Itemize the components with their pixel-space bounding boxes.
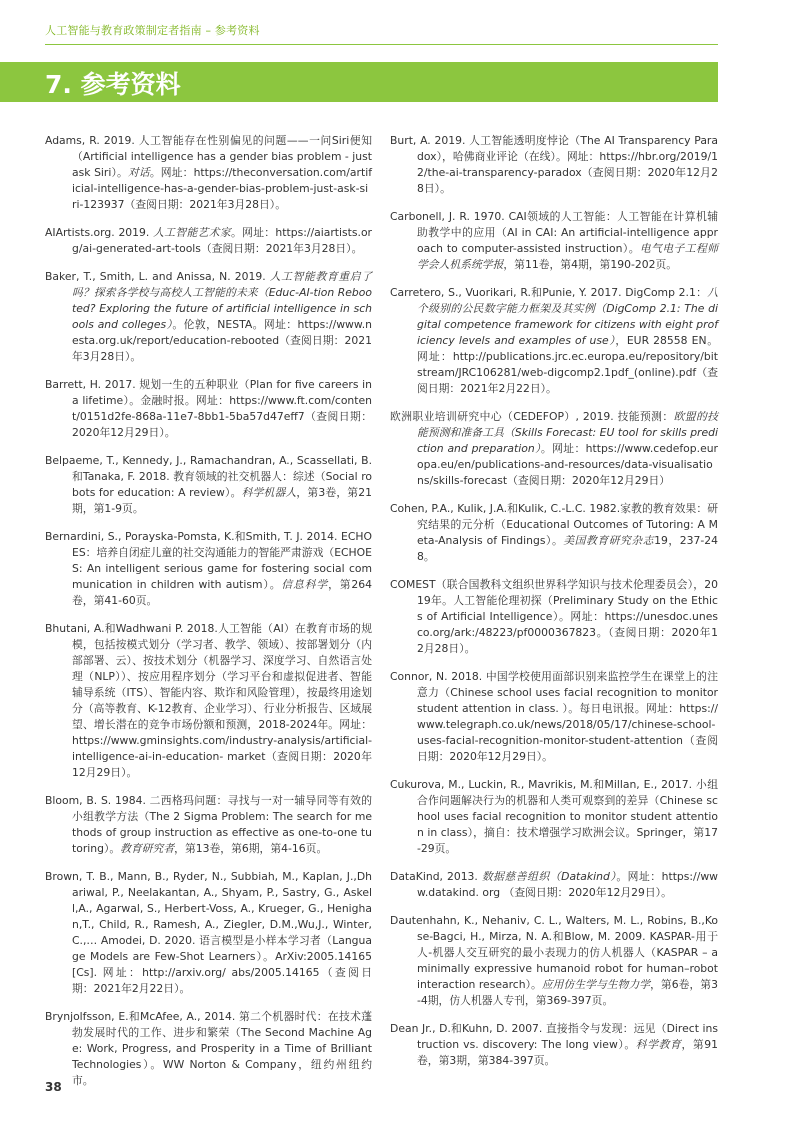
reference-entry: 欧洲职业培训研究中心（CEDEFOP）, 2019. 技能预测：欧盟的技能预测和准备工具（Skills Forecast: EU tool for skills prediction and preparation）。网址：https://www.cedefop.europa.eu/en/publications-and-resources/data-visualisations/skills-forecast（查阅日期：2020年12月29日）	[390, 410, 718, 487]
reference-entry: Belpaeme, T., Kennedy, J., Ramachandran, A., Scassellati, B.和Tanaka, F. 2018. 教育领域的社交机器人：综述（Social robots for education: A review）。科学机器人，第3卷，第21期，第1-9页。	[45, 454, 373, 515]
reference-entry: Dean Jr., D.和Kuhn, D. 2007. 直接指令与发现：远见（Direct instruction vs. discovery: The long view）。科学教育，第91卷，第3期，第384-397页。	[390, 1022, 718, 1067]
section-title: 7. 参考资料	[45, 70, 181, 99]
reference-entry: Carbonell, J. R. 1970. CAI领域的人工智能：人工智能在计算机辅助教学中的应用（AI in CAI: An artificial-intelligence approach to computer-assisted instruction）。电气电子工程师学会人机系统学报，第11卷，第4期，第190-202页。	[390, 210, 718, 271]
page-number: 38	[45, 1080, 62, 1094]
reference-entry: Barrett, H. 2017. 规划一生的五种职业（Plan for five careers in a lifetime）。金融时报。网址：https://www.ft.com/content/0151d2fe-868a-11e7-8bb1-5ba57d47eff7（查阅日期：2020年12月29日）。	[45, 378, 372, 439]
reference-entry: Burt, A. 2019. 人工智能透明度悖论（The AI Transparency Paradox），哈佛商业评论（在线）。网址：https://hbr.org/2019/12/the-ai-transparency-paradox（查阅日期：2020年12月28日）。	[390, 134, 718, 195]
header-divider	[45, 44, 718, 45]
reference-entry: Cohen, P.A., Kulik, J.A.和Kulik, C.-L.C. 1982.家教的教育效果：研究结果的元分析（Educational Outcomes of Tutoring: A Meta-Analysis of Findings）。美国教育研究杂志19，237-248。	[390, 502, 719, 563]
reference-entry: Bernardini, S., Porayska-Pomsta, K.和Smith, T. J. 2014. ECHOES：培养自闭症儿童的社交沟通能力的智能严肃游戏（ECHOES: An intelligent serious game for fostering social communication in children with autism）。信息科学，第264卷，第41-60页。	[45, 530, 373, 607]
reference-entry: Connor, N. 2018. 中国学校使用面部识别来监控学生在课堂上的注意力（Chinese school uses facial recognition to monitor student attention in class. ）。每日电讯报。网址：https://www.telegraph.co.uk/news/2018/05/17/chinese-school-uses-facial-recognition-monitor-student-attention（查阅日期：2020年12月29日）。	[390, 670, 718, 763]
reference-entry: Brynjolfsson, E.和McAfee, A., 2014. 第二个机器时代：在技术蓬勃发展时代的工作、进步和繁荣（The Second Machine Age: Work, Progress, and Prosperity in a Time of Brilliant Technologies）。WW Norton & Company，纽约州纽约市。	[45, 1010, 372, 1087]
reference-entry: DataKind, 2013. 数据慈善组织（Datakind）。网址：https://www.datakind. org （查阅日期：2020年12月29日）。	[390, 870, 718, 899]
reference-entry: Bhutani, A.和Wadhwani P. 2018.人工智能（AI）在教育市场的规模，包括按模式划分（学习者、教学、领域）、按部署划分（内部部署、云）、按技术划分（机器学习、深度学习、自然语言处理（NLP））、按应用程序划分（学习平台和虚拟促进者、智能辅导系统（ITS）、智能内容、欺诈和风险管理），按最终用途划分（高等教育、K-12教育、企业学习）、行业分析报告、区域展望、增长潜在的竞争市场份额和预测，2018-2024年。网址：https://www.gminsights.com/industry-analysis/artificial-intelligence-ai-in-education- market（查阅日期：2020年12月29日）。	[45, 622, 372, 779]
references-left-column	[45, 133, 372, 1101]
reference-entry: Brown, T. B., Mann, B., Ryder, N., Subbiah, M., Kaplan, J.,Dhariwal, P., Neelakantan, A., Shyam, P., Sastry, G., Askell,A., Agarwal, S., Herbert-Voss, A., Krueger, G., Henighan,T., Child, R., Ramesh, A., Ziegler, D.M.,Wu,J., Winter, C.,… Amodei, D. 2020. 语言模型是小样本学习者（Language Models are Few-Shot Learners）。ArXiv:2005.14165 [Cs]. 网址：http://arxiv.org/ abs/2005.14165（查阅日期：2021年2月22日）。	[45, 870, 372, 995]
references-right-column	[390, 133, 718, 1081]
reference-entry: Baker, T., Smith, L. and Anissa, N. 2019. 人工智能教育重启了吗？探索各学校与高校人工智能的未来（Educ-AI-tion Rebooted? Exploring the future of artificial intelligence in schools and colleges）。伦敦，NESTA。网址：https://www.nesta.org.uk/report/education-rebooted（查阅日期：2021年3月28日）。	[45, 270, 373, 363]
reference-entry: Dautenhahn, K., Nehaniv, C. L., Walters, M. L., Robins, B.,Kose-Bagci, H., Mirza, N. A.和Blow, M. 2009. KASPAR-用于人-机器人交互研究的最小表现力的仿人机器人（KASPAR – a minimally expressive humanoid robot for human–robot interaction research）。应用仿生学与生物力学，第6卷，第3-4期，仿人机器人专刊，第369-397页。	[390, 914, 718, 1007]
reference-entry: COMEST（联合国教科文组织世界科学知识与技术伦理委员会），2019年。人工智能伦理初探（Preliminary Study on the Ethics of Artificial Intelligence）。网址：https://unesdoc.unesco.org/ark:/48223/pf0000367823。（查阅日期：2020年12月28日）。	[390, 578, 718, 655]
reference-entry: Carretero, S., Vuorikari, R.和Punie, Y. 2017. DigComp 2.1：八个级别的公民数字能力框架及其实例（DigComp 2.1: The digital competence framework for citizens with eight proficiency levels and examples of use），EUR 28558 EN。网址：http://publications.jrc.ec.europa.eu/repository/bitstream/JRC106281/web-digcomp2.1pdf_(online).pdf（查阅日期：2021年2月22日）。	[390, 286, 718, 395]
reference-entry: Bloom, B. S. 1984. 二西格玛问题：寻找与一对一辅导同等有效的小组教学方法（The 2 Sigma Problem: The search for methods of group instruction as effective as one-to-one tutoring）。教育研究者，第13卷，第6期，第4-16页。	[45, 794, 372, 855]
reference-entry: AIArtists.org. 2019. 人工智能艺术家。网址：https://aiartists.org/ai-generated-art-tools（查阅日期：2021年3月28日）。	[45, 226, 372, 255]
reference-entry: Adams, R. 2019. 人工智能存在性别偏见的问题——一问Siri便知（Artificial intelligence has a gender bias problem - just ask Siri）。对话。网址：https://theconversation.com/artificial-intelligence-has-a-gender-bias-problem-just-ask-siri-123937（查阅日期：2021年3月28日）。	[45, 134, 372, 211]
section-title-bar	[0, 62, 718, 102]
reference-entry: Cukurova, M., Luckin, R., Mavrikis, M.和Millan, E., 2017. 小组合作问题解决行为的机器和人类可观察到的差异（Chinese school uses facial recognition to monitor student attention in class），摘自：技术增强学习欧洲会议。Springer，第17-29页。	[390, 778, 718, 855]
running-header: 人工智能与教育政策制定者指南 – 参考资料	[45, 24, 260, 37]
